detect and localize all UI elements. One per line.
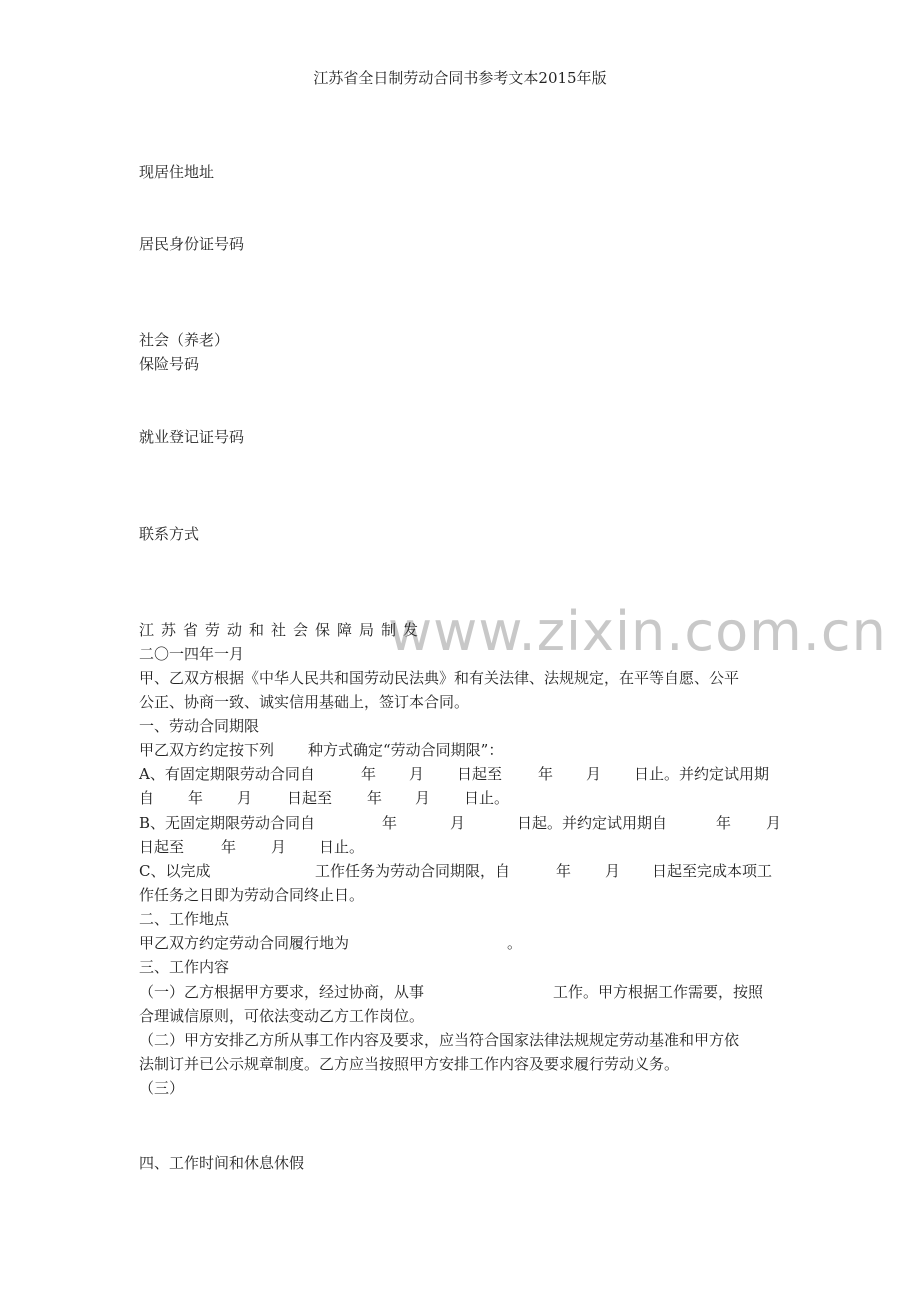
text-segment: 年 — [221, 838, 237, 856]
section-2-heading: 二、工作地点 — [139, 910, 230, 928]
text-segment: 工作。甲方根据工作需要，按照 — [553, 983, 764, 1001]
text-segment: A、有固定期限劳动合同自 — [139, 765, 315, 783]
field-address-label: 现居住地址 — [139, 163, 215, 181]
section-2-text — [139, 933, 522, 953]
text-segment: 日止。 — [319, 838, 365, 856]
section-1-intro-part-2: 种方式确定“劳动合同期限”： — [308, 741, 504, 759]
text-segment: 工作任务为劳动合同期限，自 — [315, 862, 511, 880]
section-1-intro-part-1: 甲乙双方约定按下列 — [139, 741, 275, 759]
section-3-item-1-line-2: 合理诚信原则，可依法变动乙方工作岗位。 — [139, 1007, 425, 1025]
text-segment: 日止。并约定试用期 — [634, 765, 770, 783]
issuer: 江苏省劳动和社会保障局制发 — [139, 621, 426, 639]
text-segment: 月 — [605, 862, 621, 880]
section-2-text-end: 。 — [507, 934, 523, 952]
section-2-text-main: 甲乙双方约定劳动合同履行地为 — [139, 934, 350, 952]
field-contact-label: 联系方式 — [139, 525, 200, 543]
text-segment: B、无固定期限劳动合同自 — [139, 814, 316, 832]
field-id-number-label: 居民身份证号码 — [139, 235, 245, 253]
text-segment: 日起至 — [139, 838, 185, 856]
section-1-heading: 一、劳动合同期限 — [139, 717, 260, 735]
preamble-line-2: 公正、协商一致、诚实信用基础上，签订本合同。 — [139, 693, 470, 711]
text-segment: 自 — [139, 789, 155, 807]
text-segment: 月 — [586, 765, 602, 783]
text-segment: 年 — [538, 765, 554, 783]
text-segment: 年 — [716, 814, 732, 832]
preamble-line-1: 甲、乙双方根据《中华人民共和国劳动民法典》和有关法律、法规规定，在平等自愿、公平 — [139, 669, 740, 687]
document-title: 江苏省全日制劳动合同书参考文本2015年版 — [313, 69, 607, 87]
text-segment: 月 — [450, 814, 466, 832]
issue-date: 二〇一四年一月 — [139, 645, 245, 663]
field-employment-cert-label: 就业登记证号码 — [139, 428, 245, 446]
text-segment: 日止。 — [464, 789, 510, 807]
field-social-insurance-label-2: 保险号码 — [139, 355, 200, 373]
text-segment: 日起至 — [457, 765, 503, 783]
text-segment: 月 — [237, 789, 253, 807]
section-3-item-2-line-2: 法制订并已公示规章制度。乙方应当按照甲方安排工作内容及要求履行劳动义务。 — [139, 1055, 680, 1073]
section-3-heading: 三、工作内容 — [139, 958, 230, 976]
section-4-heading: 四、工作时间和休息休假 — [139, 1154, 305, 1172]
text-segment: 年 — [367, 789, 383, 807]
section-3-item-3: （三） — [139, 1079, 185, 1097]
text-segment: （一）乙方根据甲方要求，经过协商，从事 — [139, 983, 425, 1001]
text-segment: 月 — [415, 789, 431, 807]
watermark: www.zixin.com.cn — [388, 600, 887, 663]
text-segment: 年 — [188, 789, 204, 807]
text-segment: 年 — [361, 765, 377, 783]
text-segment: C、以完成 — [139, 862, 211, 880]
text-segment: 月 — [409, 765, 425, 783]
text-segment: 月 — [766, 814, 782, 832]
text-segment: 日起。并约定试用期自 — [517, 814, 668, 832]
section-1-intro — [139, 740, 503, 760]
text-segment: 年 — [382, 814, 398, 832]
text-segment: 日起至完成本项工 — [652, 862, 773, 880]
field-social-insurance-label-1: 社会（养老） — [139, 331, 230, 349]
section-1-option-c-line-2: 作任务之日即为劳动合同终止日。 — [139, 886, 365, 904]
text-segment: 日起至 — [287, 789, 333, 807]
section-3-item-2-line-1: （二）甲方安排乙方所从事工作内容及要求，应当符合国家法律法规规定劳动基准和甲方依 — [139, 1031, 740, 1049]
text-segment: 月 — [271, 838, 287, 856]
text-segment: 年 — [556, 862, 572, 880]
